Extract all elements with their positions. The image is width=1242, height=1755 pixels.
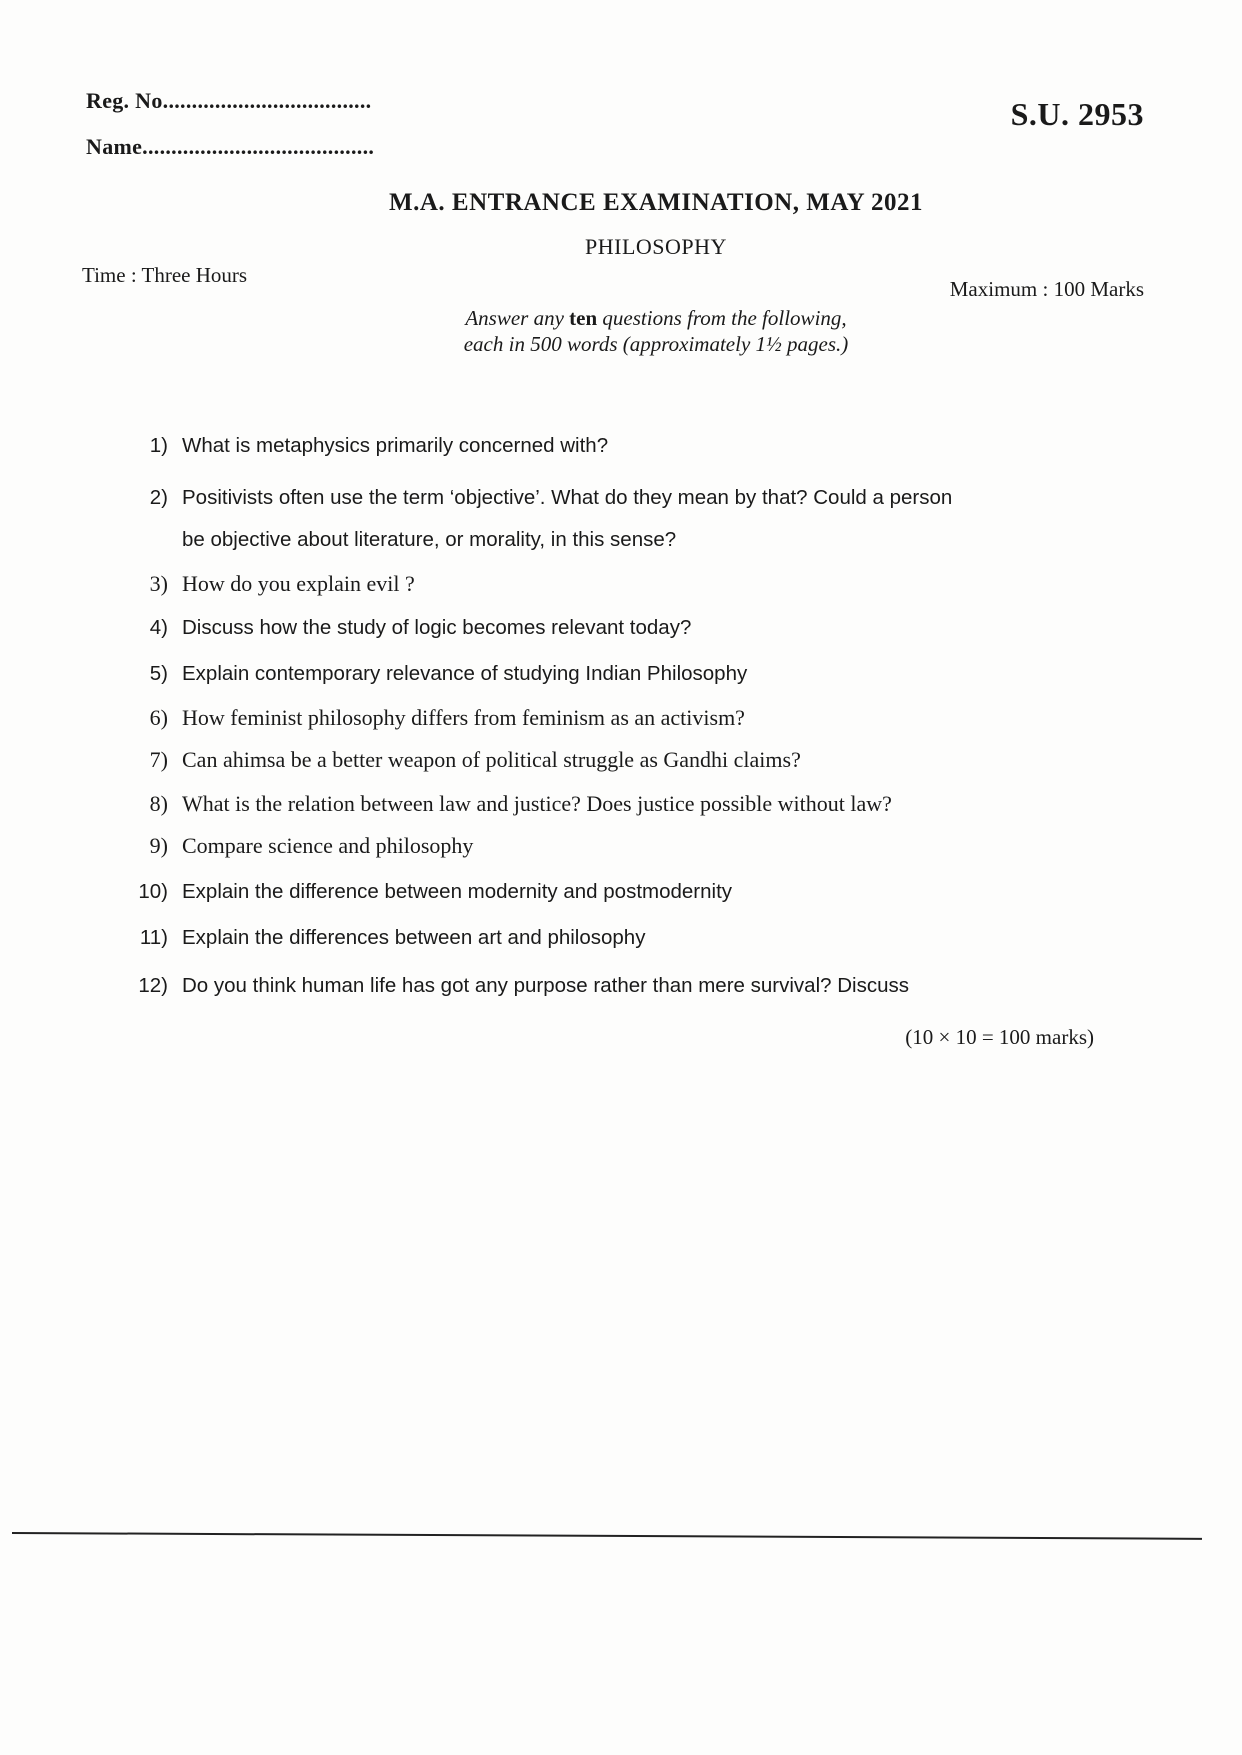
reg-no-field: Reg. No....................................: [86, 88, 372, 113]
question-text: What is the relation between law and justice? Does justice possible without law?: [182, 791, 892, 816]
exam-subject: PHILOSOPHY: [585, 234, 727, 259]
question-number: 9): [149, 833, 168, 858]
question-number: 2): [149, 486, 168, 509]
question-number: 6): [149, 705, 168, 730]
question-text: Discuss how the study of logic becomes relevant today?: [182, 616, 692, 639]
question-text: Positivists often use the term ‘objective’. What do they mean by that? Could a person: [182, 486, 953, 509]
question-text: Explain the difference between modernity and postmodernity: [182, 880, 733, 903]
instructions-post: questions from the following,: [602, 306, 847, 330]
exam-title: M.A. ENTRANCE EXAMINATION, MAY 2021: [389, 189, 923, 216]
question-text: How feminist philosophy differs from feminism as an activism?: [182, 705, 745, 730]
question-number: 8): [149, 791, 168, 816]
question-number: 5): [149, 662, 168, 685]
question-text: Can ahimsa be a better weapon of political struggle as Gandhi claims?: [182, 747, 801, 772]
paper-code: S.U. 2953: [1010, 96, 1144, 132]
instructions-line-2: each in 500 words (approximately 1½ pages.): [463, 332, 849, 356]
question-text-continued: be objective about literature, or morality, in this sense?: [182, 528, 677, 551]
question-text: Explain contemporary relevance of studying Indian Philosophy: [182, 662, 748, 685]
max-marks: Maximum : 100 Marks: [949, 277, 1144, 301]
question-number: 4): [149, 616, 168, 639]
question-number: 11): [139, 926, 168, 949]
marks-note: (10 × 10 = 100 marks): [905, 1025, 1094, 1049]
question-text: Do you think human life has got any purpose rather than mere survival? Discuss: [182, 974, 909, 997]
question-text: Compare science and philosophy: [182, 833, 474, 858]
question-text: What is metaphysics primarily concerned with?: [182, 434, 609, 457]
question-number: 10): [138, 880, 168, 903]
question-number: 3): [149, 571, 168, 596]
question-number: 1): [149, 434, 168, 457]
question-text: Explain the differences between art and philosophy: [182, 926, 646, 949]
question-number: 12): [138, 974, 168, 997]
exam-time: Time : Three Hours: [82, 263, 248, 287]
name-field: Name........................................: [86, 134, 375, 159]
question-number: 7): [149, 747, 168, 772]
instructions-bold: ten: [569, 306, 598, 330]
question-text: How do you explain evil ?: [182, 571, 415, 596]
instructions-pre: Answer any: [465, 306, 564, 330]
